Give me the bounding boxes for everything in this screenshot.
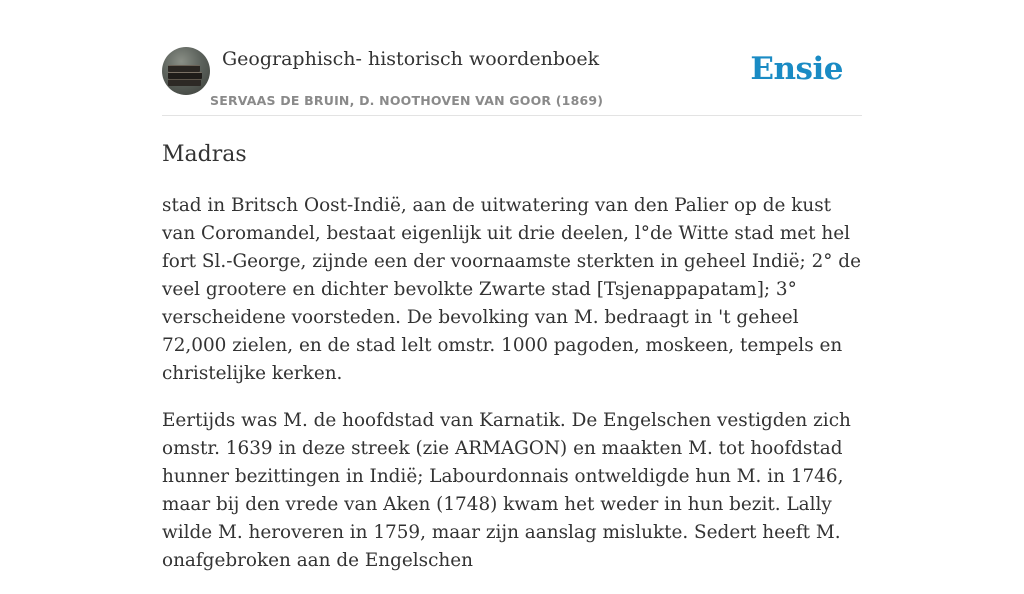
book-spine-icon xyxy=(168,72,202,79)
book-stack-icon[interactable] xyxy=(162,47,210,95)
entry-paragraph: Eertijds was M. de hoofdstad van Karnatik. De Engelschen vestigden zich omstr. 1639 in deze streek (zie ARMAGON) en maakten M. tot hoofdstad hunner bezittingen in Indië; Labourdonnais ontweldigde hun M. in 1746, maar bij den vrede van Aken (1748) kwam het weder in hun bezit. Lally wilde M. heroveren in 1759, maar zijn aanslag mislukte. Sedert heeft M. onafgebroken aan de Engelschen xyxy=(162,410,851,571)
entry-title: Madras xyxy=(162,142,247,167)
book-title-link[interactable]: Geographisch- historisch woordenboek xyxy=(222,48,600,70)
header xyxy=(162,0,862,116)
brand-logo-link[interactable]: Ensie xyxy=(750,51,843,87)
page-container xyxy=(162,0,862,571)
entry-body xyxy=(162,192,862,594)
book-authors: SERVAAS DE BRUIN, D. NOOTHOVEN VAN GOOR (1869) xyxy=(210,93,604,108)
entry-paragraph: stad in Britsch Oost-Indië, aan de uitwatering van den Palier op de kust van Coromandel, bestaat eigenlijk uit drie deelen, l°de Witte stad met hel fort Sl.-George, zijnde een der voornaamste sterkten in geheel Indië; 2° de veel grootere en dichter bevolkte Zwarte stad [Tsjenappapatam]; 3° verscheidene voorsteden. De bevolking van M. bedraagt in 't geheel 72,000 zielen, en de stad lelt omstr. 1000 pagoden, moskeen, tempels en christelijke kerken. xyxy=(162,195,861,384)
book-spine-icon xyxy=(168,65,200,72)
book-spine-icon xyxy=(168,79,201,86)
